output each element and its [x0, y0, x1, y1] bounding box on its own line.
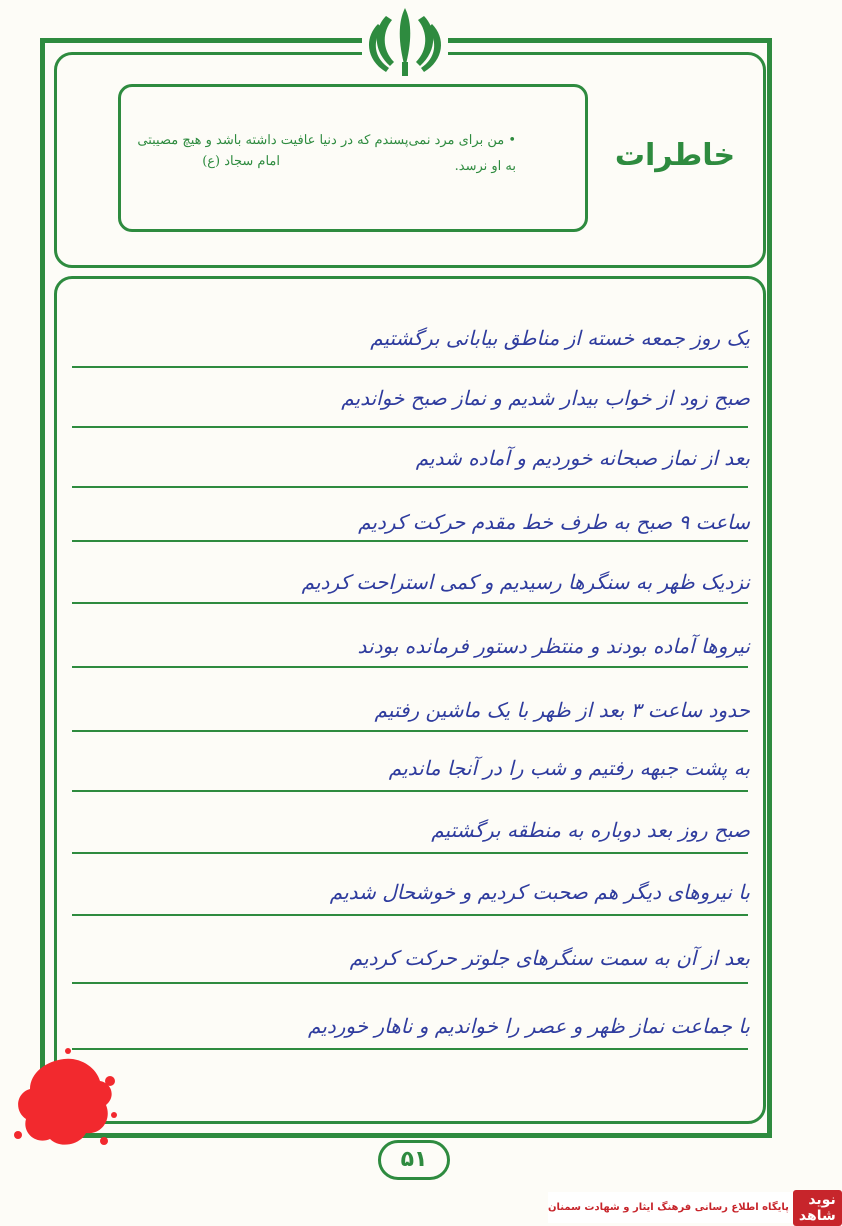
ruled-line	[72, 426, 748, 428]
ruled-line	[72, 602, 748, 604]
handwritten-line: صبح زود از خواب بیدار شدیم و نماز صبح خواندیم	[341, 386, 750, 410]
section-title: خاطرات	[614, 138, 736, 173]
quote-text: • من برای مرد نمی‌پسندم که در دنیا عافیت داشته باشد و هیچ مصیبتی به او نرسد.	[137, 133, 516, 174]
ruled-line	[72, 540, 748, 542]
handwritten-line: با نیروهای دیگر هم صحبت کردیم و خوشحال شدیم	[329, 880, 750, 904]
ruled-line	[72, 486, 748, 488]
ruled-line	[72, 1048, 748, 1050]
handwritten-line: به پشت جبهه رفتیم و شب را در آنجا ماندیم	[388, 756, 750, 780]
ruled-line	[72, 852, 748, 854]
ink-blot-icon	[8, 1045, 120, 1157]
watermark-logo: نوید شاهد	[793, 1190, 842, 1226]
handwritten-line: یک روز جمعه خسته از مناطق بیابانی برگشتیم	[370, 326, 750, 350]
handwritten-line: با جماعت نماز ظهر و عصر را خواندیم و ناهار خوردیم	[307, 1014, 750, 1038]
ruled-line	[72, 914, 748, 916]
handwritten-line: ساعت ۹ صبح به طرف خط مقدم حرکت کردیم	[358, 510, 750, 534]
handwritten-line: نیروها آماده بودند و منتظر دستور فرمانده بودند	[357, 634, 750, 658]
watermark-text: پایگاه اطلاع رسانی فرهنگ ایثار و شهادت سمنان	[548, 1202, 789, 1213]
ruled-line	[72, 666, 748, 668]
handwritten-line: حدود ساعت ۳ بعد از ظهر با یک ماشین رفتیم	[374, 698, 750, 722]
page-number: ۵۱	[378, 1140, 450, 1180]
ruled-line	[72, 790, 748, 792]
ruled-line	[72, 982, 748, 984]
ruled-line	[72, 366, 748, 368]
handwritten-line: بعد از آن به سمت سنگرهای جلوتر حرکت کردیم	[349, 946, 750, 970]
handwritten-line: صبح روز بعد دوباره به منطقه برگشتیم	[431, 818, 750, 842]
ruled-line	[72, 730, 748, 732]
handwritten-line: بعد از نماز صبحانه خوردیم و آماده شدیم	[415, 446, 750, 470]
handwritten-line: نزدیک ظهر به سنگرها رسیدیم و کمی استراحت کردیم	[301, 570, 750, 594]
watermark	[548, 1191, 836, 1224]
quote-author: امام سجاد (ع)	[202, 154, 280, 169]
